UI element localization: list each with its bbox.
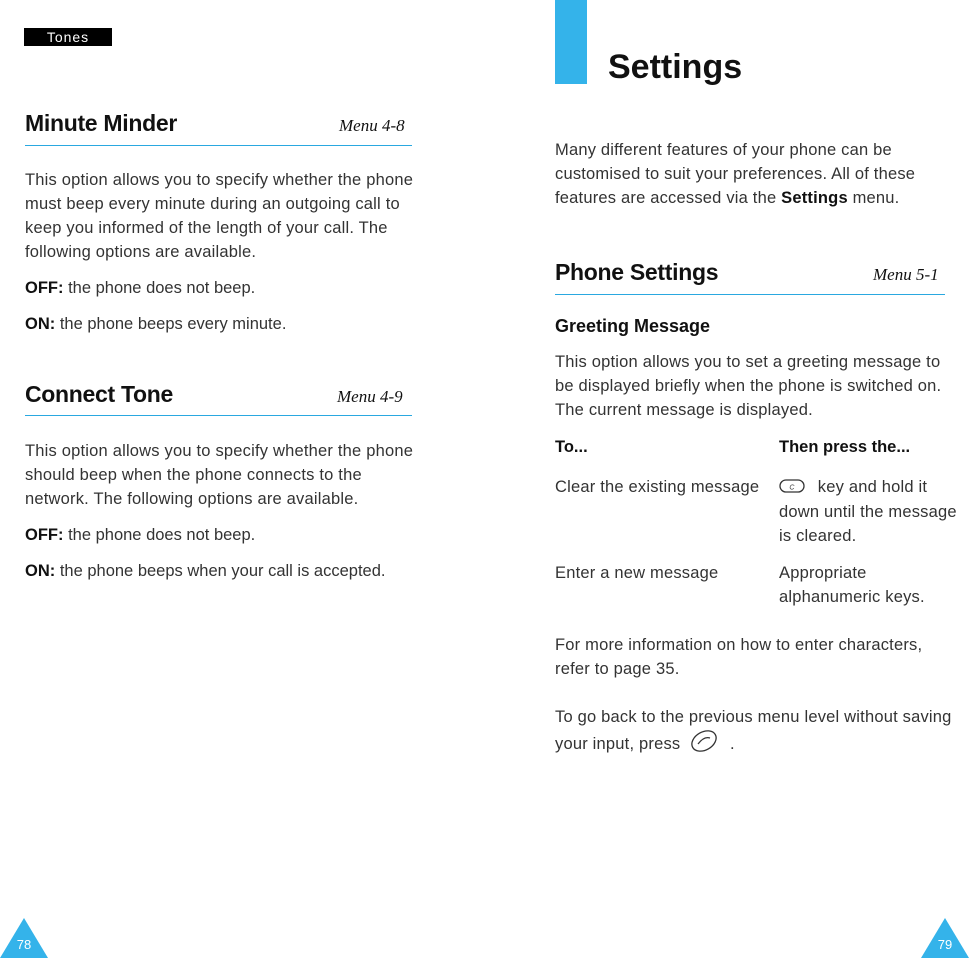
desc-line: network. The following options are available.	[25, 490, 359, 508]
table-cell-enter: Enter a new message	[555, 564, 719, 582]
table-cell-clear-press	[779, 475, 957, 548]
more-info-text	[555, 633, 922, 681]
minute-minder-description	[25, 168, 413, 264]
option-key: OFF:	[25, 526, 64, 544]
press-first-line	[779, 475, 957, 500]
option-off	[25, 526, 255, 545]
info-line: refer to page 35.	[555, 660, 680, 678]
intro-line: customised to suit your preferences. All of these	[555, 165, 916, 183]
intro-text: menu.	[847, 189, 900, 207]
option-key: ON:	[25, 562, 56, 580]
option-text: the phone beeps every minute.	[55, 315, 287, 333]
section-divider	[555, 294, 945, 295]
desc-line: should beep when the phone connects to the	[25, 466, 362, 484]
section-title-connect-tone: Connect Tone	[25, 381, 174, 407]
press-text: key and hold it	[817, 478, 928, 496]
section-title-phone-settings: Phone Settings	[555, 259, 719, 285]
option-text: the phone beeps when your call is accepted.	[55, 562, 386, 580]
section-divider	[25, 145, 412, 146]
go-back-line	[555, 729, 952, 760]
desc-line: must beep every minute during an outgoing call to	[25, 195, 400, 213]
menu-reference-5-1: Menu 5-1	[873, 265, 939, 284]
table-header-to: To...	[555, 438, 588, 456]
press-line: down until the message	[779, 502, 957, 521]
menu-reference-4-9: Menu 4-9	[337, 387, 403, 406]
option-text: the phone does not beep.	[63, 526, 256, 544]
page-number-right: 79	[937, 937, 953, 952]
connect-tone-description	[25, 439, 413, 511]
desc-line: following options are available.	[25, 243, 257, 261]
go-back-line: To go back to the previous menu level without saving	[555, 708, 952, 726]
intro-line: Many different features of your phone can be	[555, 141, 892, 159]
desc-line: This option allows you to specify whether the phone	[25, 171, 414, 189]
go-back-text-part: .	[729, 734, 735, 753]
go-back-text	[555, 705, 952, 760]
section-title-minute-minder: Minute Minder	[25, 110, 177, 136]
option-key: ON:	[25, 315, 56, 333]
settings-menu-name: Settings	[781, 189, 848, 207]
option-on	[25, 562, 385, 581]
desc-line: The current message is displayed.	[555, 401, 813, 419]
option-key: OFF:	[25, 279, 64, 297]
table-cell-clear: Clear the existing message	[555, 478, 760, 496]
go-back-text-part: your input, press	[555, 734, 681, 753]
page-number-left: 78	[16, 937, 32, 952]
subsection-title-greeting-message: Greeting Message	[555, 316, 711, 336]
press-line: Appropriate	[779, 564, 867, 582]
option-on	[25, 315, 286, 334]
clear-key-icon	[779, 476, 805, 500]
chapter-title: Settings	[608, 48, 743, 86]
table-header-press: Then press the...	[779, 438, 911, 456]
desc-line: This option allows you to specify whether the phone	[25, 442, 414, 460]
svg-text:C: C	[789, 484, 795, 492]
settings-intro	[555, 138, 915, 210]
option-text: the phone does not beep.	[63, 279, 256, 297]
intro-line	[555, 186, 915, 210]
desc-line: be displayed briefly when the phone is switched on.	[555, 377, 942, 395]
section-divider	[25, 415, 412, 416]
greeting-description	[555, 350, 941, 422]
table-cell-enter-press	[779, 561, 925, 609]
press-line: is cleared.	[779, 526, 857, 545]
press-line: alphanumeric keys.	[779, 588, 925, 606]
chapter-color-block	[555, 0, 587, 84]
desc-line: This option allows you to set a greeting message to	[555, 353, 941, 371]
menu-reference-4-8: Menu 4-8	[339, 116, 405, 135]
section-tab-label: Tones	[24, 28, 112, 46]
info-line: For more information on how to enter characters,	[555, 636, 923, 654]
end-call-key-icon	[689, 729, 719, 760]
option-off	[25, 279, 255, 298]
intro-text: features are accessed via the	[555, 189, 782, 207]
desc-line: keep you informed of the length of your call. The	[25, 219, 388, 237]
